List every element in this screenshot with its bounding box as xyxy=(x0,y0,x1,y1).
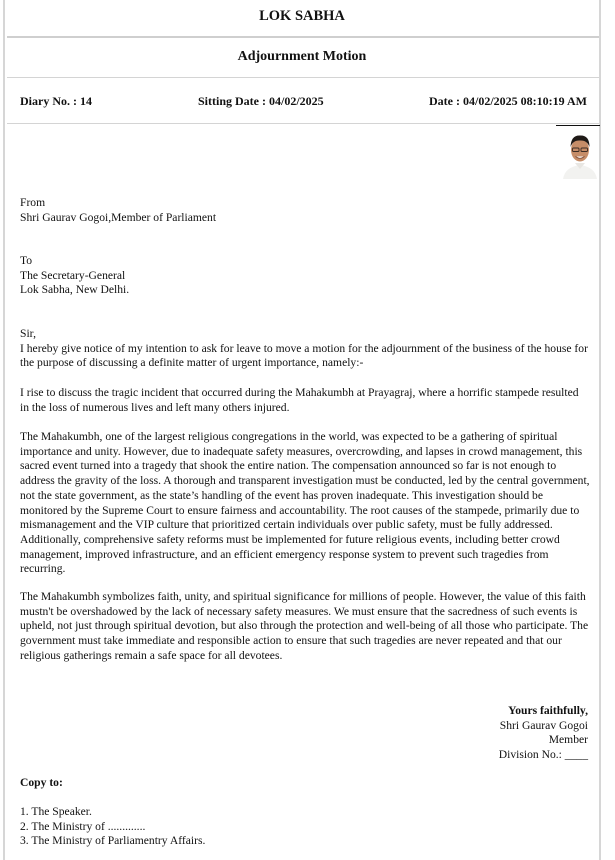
to-address: Lok Sabha, New Delhi. xyxy=(20,283,130,297)
to-recipient: The Secretary-General xyxy=(20,268,126,282)
salutation: Sir, xyxy=(20,327,36,340)
paragraph xyxy=(20,386,590,415)
copy-to-item: 2. The Ministry of ............. xyxy=(20,819,146,833)
signature-block xyxy=(499,704,588,763)
from-block xyxy=(20,196,590,225)
meta-divider xyxy=(7,123,599,124)
paragraph-text: The Mahakumbh, one of the largest religious congregations in the world, was expected to be a gathering of spiritual importance and unity. However, due to inadequate safety measures, overcrowding, and lapses in crowd management, this sacred event turned into a tragedy that shook the entire nation. The compensation announced so far is not enough to address the gravity of the loss. A thorough and transparent investigation must be conducted, led by the central government, not the state government, as the state’s handling of the event has proven inadequate. This investigation should be monitored by the Supreme Court to ensure fairness and accountability. The root causes of the stampede, primarily due to mismanagement and the VIP culture that prioritized certain individuals over public safety, must be fully addressed. Additionally, comprehensive safety reforms must be implemented for future religious events, including better crowd management, improved infrastructure, and an efficient emergency response system to prevent such tragedies from recurring. xyxy=(20,430,590,576)
header-divider xyxy=(7,36,599,38)
member-photo xyxy=(561,129,599,179)
paragraph-text: The Mahakumbh symbolizes faith, unity, and spiritual significance for millions of people. However, the value of this faith mustn't be overshadowed by the lack of necessary safety measures. We must ensure that the sacredness of such events is upheld, not just through spiritual devotion, but also through the protection and well-being of all those who participate. The government must take immediate and responsible action to ensure that such tragedies are never repeated and that our religious gatherings remain a safe space for all devotees. xyxy=(20,590,589,662)
notice-intro: I hereby give notice of my intention to ask for leave to move a motion for the adjournment of the business of the house for the purpose of discussing a definite matter of urgent importance, namely:- xyxy=(20,341,588,370)
submission-date: Date : 04/02/2025 08:10:19 AM xyxy=(429,94,587,108)
salutation-block xyxy=(20,327,590,371)
signatory-role: Member xyxy=(548,733,588,747)
member-portrait-icon xyxy=(561,129,599,179)
photo-top-rule xyxy=(556,125,600,126)
diary-number: Diary No. : 14 xyxy=(20,94,92,108)
sitting-date: Sitting Date : 04/02/2025 xyxy=(198,94,324,108)
document-page xyxy=(3,0,601,860)
division-number: Division No.: ____ xyxy=(498,748,588,762)
motion-type-title: Adjournment Motion xyxy=(237,49,367,64)
from-label: From xyxy=(20,196,46,209)
paragraph xyxy=(20,430,590,577)
paragraph xyxy=(20,590,590,664)
paragraph-text: I rise to discuss the tragic incident that occurred during the Mahakumbh at Prayagraj, where a horrific stampede resulted in the loss of numerous lives and left many others injured. xyxy=(20,386,579,414)
copy-to-item: 1. The Speaker. xyxy=(20,805,92,818)
copy-to-title: Copy to: xyxy=(20,776,63,789)
to-block xyxy=(20,254,590,298)
closing: Yours faithfully, xyxy=(508,704,588,717)
copy-to-list xyxy=(20,805,205,849)
copy-to-item: 3. The Ministry of Parliamentry Affairs. xyxy=(20,834,206,848)
subtitle-divider xyxy=(7,77,599,78)
house-title: LOK SABHA xyxy=(259,8,345,24)
from-value: Shri Gaurav Gogoi,Member of Parliament xyxy=(20,210,217,224)
to-label: To xyxy=(20,254,33,267)
signatory-name: Shri Gaurav Gogoi xyxy=(499,718,588,732)
